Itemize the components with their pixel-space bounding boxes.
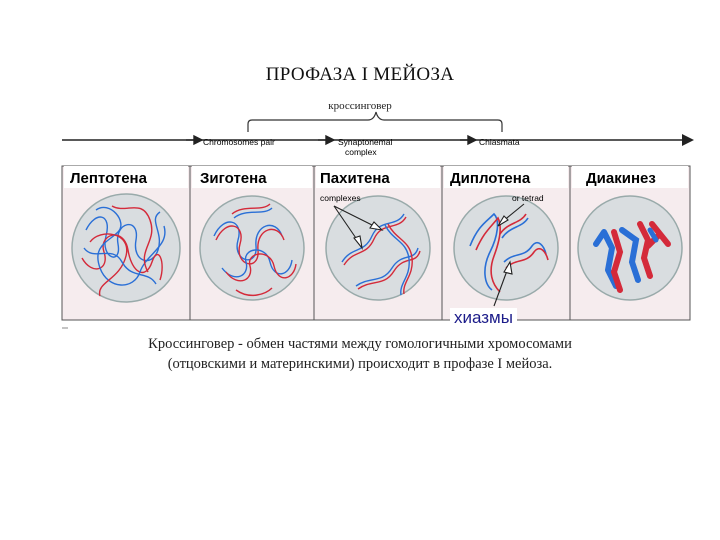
label-complexes: complexes: [320, 193, 361, 203]
page-title: ПРОФАЗА I МЕЙОЗА: [265, 64, 455, 85]
label-synaptonemal-complex: complex: [345, 147, 377, 157]
nucleus: [578, 196, 682, 300]
caption-line-2: (отцовскими и материнскими) происходит в профазе I мейоза.: [167, 356, 553, 372]
stage-panel-diplotene: [442, 166, 570, 320]
crossover-label: кроссинговер: [328, 100, 392, 112]
label-chromosomes-pair: Chromosomes pair: [203, 137, 275, 147]
chiasmy-label: хиазмы: [450, 308, 517, 328]
caption: [0, 334, 720, 374]
caption-line-1: Кроссинговер - обмен частями между гомологичными хромосомами: [148, 336, 572, 352]
crossover-bracket: [248, 112, 502, 132]
nucleus: [200, 196, 304, 300]
stage-panel-pachytene: [314, 166, 442, 320]
label-chiasmata: Chiasmata: [479, 137, 520, 147]
stage-label-diplotene: Диплотена: [450, 170, 531, 187]
stage-panel-zygotene: [190, 166, 314, 320]
nucleus: [326, 196, 430, 300]
stage-label-diakinesis: Диакинез: [586, 170, 656, 187]
label-synaptonemal: Synaptonemal: [338, 137, 393, 147]
stage-label-leptotene: Лептотена: [70, 170, 147, 187]
stage-panel-leptotene: [62, 166, 190, 320]
stage-panel-diakinesis: [570, 166, 690, 320]
stage-label-zygotene: Зиготена: [200, 170, 267, 187]
stage-label-pachytene: Пахитена: [320, 170, 390, 187]
label-tetrad: or tetrad: [512, 193, 544, 203]
nucleus: [454, 196, 558, 300]
